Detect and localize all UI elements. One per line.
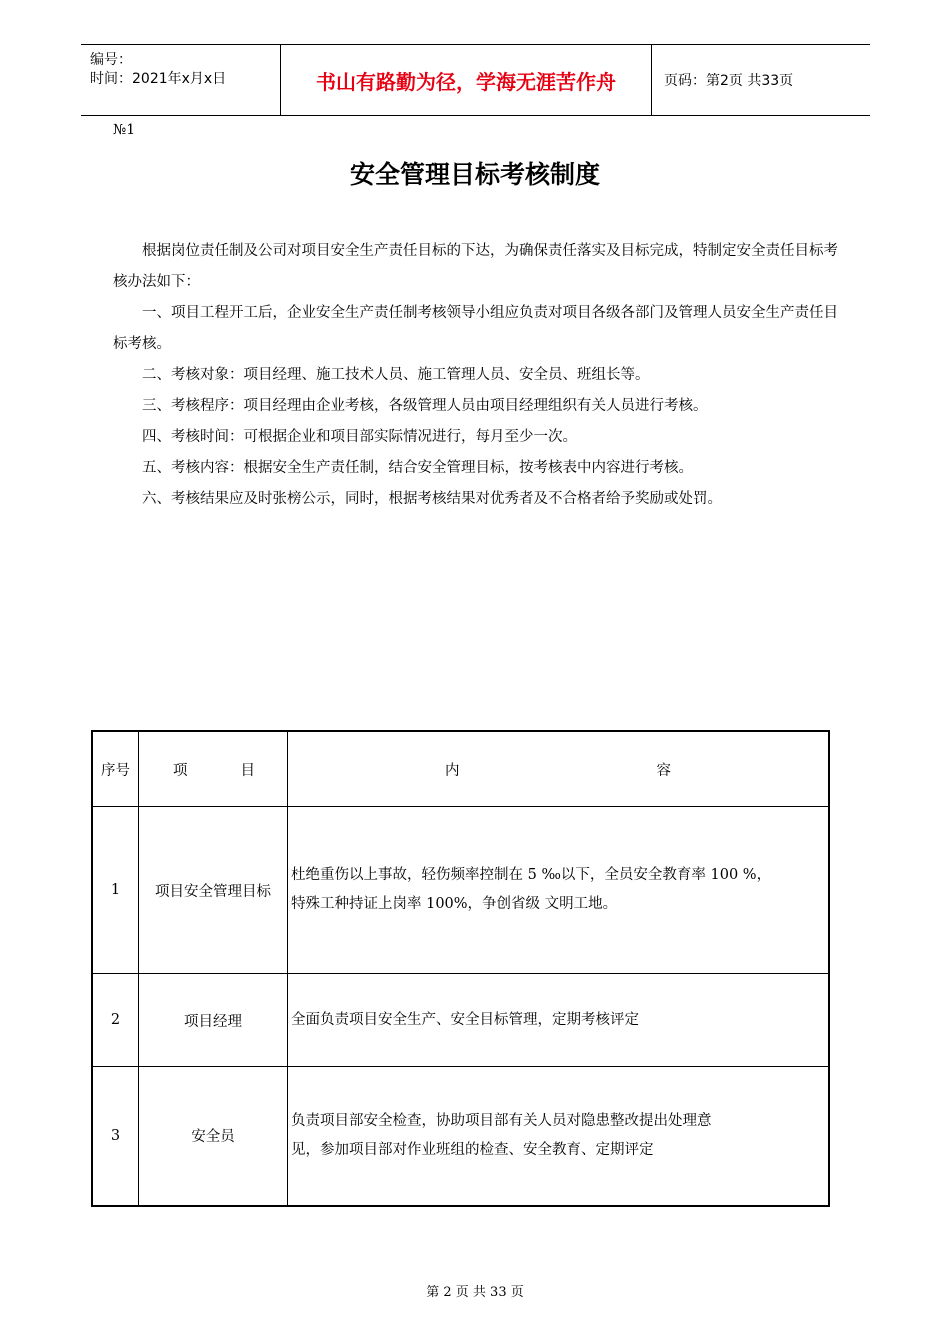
paragraph: 五、考核内容：根据安全生产责任制，结合安全管理目标，按考核表中内容进行考核。	[142, 460, 693, 476]
header-num: 序号	[92, 731, 139, 807]
header-content-char: 内	[445, 762, 460, 779]
header-meta-cell	[81, 45, 281, 115]
paragraph: 一、项目工程开工后，企业安全生产责任制考核领导小组应负责对项目各级各部门及管理人员安全生产责任目标考核。	[113, 305, 838, 352]
row-num: 3	[92, 1067, 139, 1206]
row-num: 1	[92, 807, 139, 974]
row-content	[288, 807, 830, 974]
header-content	[288, 731, 830, 807]
table-header-row	[92, 731, 829, 807]
time-label: 时间：2021年x月x日	[90, 71, 227, 87]
row-item: 项目经理	[139, 974, 288, 1067]
content-line: 全面负责项目安全生产、安全目标管理，定期考核评定	[291, 1011, 639, 1028]
paragraph: 根据岗位责任制及公司对项目安全生产责任目标的下达，为确保责任落实及目标完成，特制定安全责任目标考核办法如下：	[113, 243, 838, 290]
header-item	[139, 731, 288, 807]
row-content	[288, 974, 830, 1067]
header-item-char: 目	[240, 762, 255, 779]
serial-label: 编号：	[90, 52, 132, 68]
row-item: 安全员	[139, 1067, 288, 1206]
content-line: 杜绝重伤以上事故，轻伤频率控制在 5 ‰以下，全员安全教育率 100 %，	[291, 867, 772, 883]
table-row	[92, 974, 829, 1067]
paragraph: 三、考核程序：项目经理由企业考核，各级管理人员由项目经理组织有关人员进行考核。	[142, 398, 708, 414]
paragraph: 二、考核对象：项目经理、施工技术人员、施工管理人员、安全员、班组长等。	[142, 367, 650, 383]
document-number: №1	[113, 122, 136, 138]
table-row	[92, 1067, 829, 1206]
header-content-char: 容	[656, 762, 671, 779]
page-footer: 第 2 页 共 33 页	[426, 1285, 524, 1300]
row-content	[288, 1067, 830, 1206]
content-line: 见，参加项目部对作业班组的检查、安全教育、定期评定	[291, 1141, 654, 1158]
content-line: 特殊工种持证上岗率 100%，争创省级 文明工地。	[291, 896, 618, 912]
content-line: 负责项目部安全检查，协助项目部有关人员对隐患整改提出处理意	[291, 1112, 712, 1129]
header-page-label: 页码：第2页 共33页	[664, 73, 794, 89]
assessment-table	[91, 730, 830, 1207]
row-item: 项目安全管理目标	[139, 807, 288, 974]
table-row	[92, 807, 829, 974]
row-num: 2	[92, 974, 139, 1067]
header-motto: 书山有路勤为径，学海无涯苦作舟	[281, 45, 652, 115]
header-item-char: 项	[173, 762, 188, 779]
document-body	[113, 236, 845, 515]
paragraph: 四、考核时间：可根据企业和项目部实际情况进行，每月至少一次。	[142, 429, 577, 445]
document-title: 安全管理目标考核制度	[349, 160, 600, 189]
paragraph: 六、考核结果应及时张榜公示，同时，根据考核结果对优秀者及不合格者给予奖励或处罚。	[142, 491, 722, 507]
page-header	[81, 44, 870, 116]
